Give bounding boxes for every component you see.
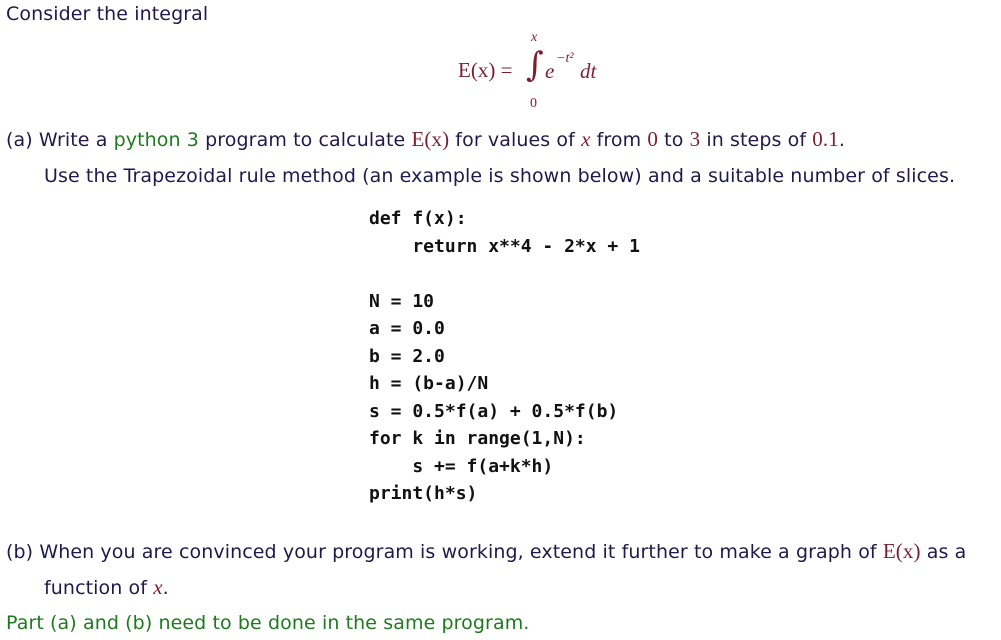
code-line: b = 2.0 <box>369 345 445 367</box>
part-a-line-1 <box>6 127 845 152</box>
part-a-text: . <box>838 129 845 151</box>
variable-symbol: x <box>581 127 591 151</box>
range-start: 0 <box>647 127 659 151</box>
part-b-text: (b) When you are convinced your program is working, extend it further to make a graph of <box>6 541 883 563</box>
code-line: a = 0.0 <box>369 318 445 339</box>
code-line: s += f(a+k*h) <box>369 455 554 477</box>
code-block <box>369 205 640 508</box>
code-line: for k in range(1,N): <box>369 428 586 449</box>
part-c-note: Part (a) and (b) need to be done in the same program. <box>6 612 530 634</box>
code-line: return x**4 - 2*x + 1 <box>369 235 640 257</box>
part-a-text: program to calculate <box>199 129 412 151</box>
intro-text: Consider the integral <box>6 3 209 25</box>
differential: dt <box>580 59 597 83</box>
part-a-line-2: Use the Trapezoidal rule method (an example is shown below) and a suitable number of slices. <box>44 165 956 187</box>
variable-symbol: x <box>153 575 163 599</box>
part-b-line-1 <box>6 539 966 564</box>
equation-lhs: E(x) = <box>458 58 513 82</box>
part-a-text: to <box>658 129 690 151</box>
function-symbol: E(x) <box>411 127 450 151</box>
language-name: python 3 <box>113 129 199 151</box>
upper-limit: x <box>531 30 538 45</box>
part-b-line-2 <box>44 575 169 600</box>
function-symbol: E(x) <box>882 539 921 563</box>
part-b-text: . <box>162 577 169 599</box>
lower-limit: 0 <box>530 96 537 111</box>
code-line: h = (b-a)/N <box>369 373 489 394</box>
code-line: N = 10 <box>369 290 435 312</box>
part-b-text: function of <box>44 577 154 599</box>
part-a-text: in steps of <box>700 129 813 151</box>
code-line <box>369 260 640 288</box>
integral-sign-icon: ∫ <box>526 45 544 85</box>
part-a-text: from <box>590 129 648 151</box>
code-line: print(h*s) <box>369 483 478 504</box>
integrand-exponent: −t² <box>556 51 574 66</box>
part-a-prefix: (a) Write a <box>6 129 114 151</box>
range-end: 3 <box>689 127 701 151</box>
part-b-text: as a <box>920 541 967 563</box>
part-a-text: for values of <box>449 129 582 151</box>
step-size: 0.1 <box>812 127 839 151</box>
integrand-base: e <box>545 59 555 83</box>
integral-equation <box>458 32 618 114</box>
code-line: s = 0.5*f(a) + 0.5*f(b) <box>369 400 619 422</box>
code-line: def f(x): <box>369 208 467 229</box>
